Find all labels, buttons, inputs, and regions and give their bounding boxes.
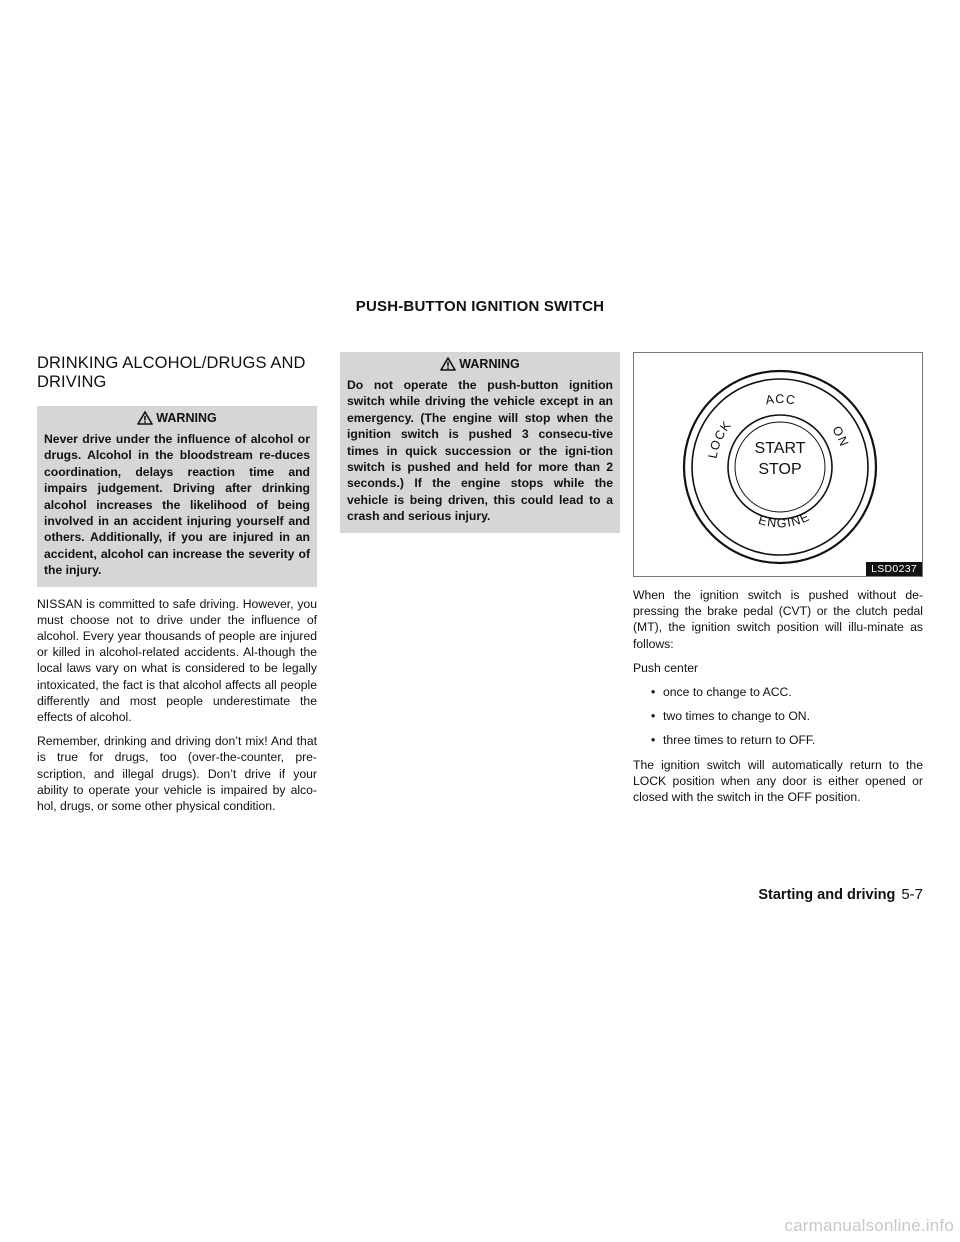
page-number: 5-7: [901, 886, 923, 903]
bullet-icon: •: [651, 733, 656, 748]
on-label: ON: [829, 423, 852, 449]
chapter-title: Starting and driving: [758, 887, 896, 903]
left-column: [37, 352, 317, 822]
warning-header: [347, 352, 613, 377]
ignition-switch-illustration: [634, 353, 924, 578]
bullet-list: [633, 684, 923, 749]
warning-header: [44, 406, 310, 431]
middle-column: [340, 352, 620, 542]
paragraph: When the ignition switch is pushed without de-pressing the brake pedal (CVT) or the clutch pedal (MT), the ignition switch position will illu-minate as follows:: [633, 588, 923, 651]
watermark: carmanualsonline.info: [784, 1216, 954, 1235]
push-center-text: Push center: [633, 660, 699, 675]
stop-label: STOP: [758, 461, 802, 478]
section-title: PUSH-BUTTON IGNITION SWITCH: [355, 298, 605, 315]
right-column: [633, 352, 923, 813]
warning-icon: [137, 411, 153, 425]
start-label: START: [754, 440, 806, 457]
paragraph: NISSAN is committed to safe driving. However, you must choose not to drive under the influence of alcohol. Every year thousands of people are injured or killed in alcohol-related accidents. Al-though the local laws vary on what is considered to be legally intoxicated, the fact is that alcohol affects all people differently and most people underestimate the effects of alcohol.: [37, 596, 317, 725]
warning-text: Do not operate the push-button ignition switch while driving the vehicle except in an emergency. (The engine will stop when the ignition switch is pushed 3 consecu-tive times in quick succession or the igni-tion switch is pushed and held for more than 2 seconds.) If the engine stops while the vehicle is being driven, this could lead to a crash and serious injury.: [347, 378, 613, 524]
engine-label: ENGINE: [756, 509, 813, 531]
ignition-switch-figure: [633, 352, 923, 577]
bullet-icon: •: [651, 709, 656, 724]
warning-label: WARNING: [156, 411, 217, 425]
warning-box-alcohol: [37, 406, 317, 587]
bullet-icon: •: [651, 685, 656, 700]
warning-label: WARNING: [459, 357, 520, 371]
figure-code: LSD0237: [866, 562, 922, 576]
list-item: • two times to change to ON.: [651, 709, 810, 724]
position-labels-top: LOCK: [705, 418, 735, 460]
paragraph: Remember, drinking and driving don’t mix! And that is true for drugs, too (over-the-counter, pre-scription, and illegal drugs). Don’t drive if your ability to operate your vehicle is impaired by alco-hol, drugs, or some other physical condition.: [37, 734, 317, 814]
page-footer: [758, 886, 923, 903]
list-item: • once to change to ACC.: [651, 685, 792, 700]
acc-label: ACC: [764, 391, 797, 408]
subsection-title: DRINKING ALCOHOL/DRUGS AND DRIVING: [37, 354, 306, 391]
warning-text: Never drive under the influence of alcohol or drugs. Alcohol in the bloodstream re-duces coordination, delays reaction time and impairs judgement. Driving after drinking alcohol increases the likelihood of being involved in an accident injuring yourself and others. Additionally, if you are injured in an accident, alcohol can increase the severity of the injury.: [44, 432, 310, 578]
paragraph: The ignition switch will automatically return to the LOCK position when any door is either opened or closed with the switch in the OFF position.: [633, 757, 923, 805]
warning-box-ignition: [340, 352, 620, 533]
list-item: • three times to return to OFF.: [651, 733, 816, 748]
warning-icon: [440, 357, 456, 371]
